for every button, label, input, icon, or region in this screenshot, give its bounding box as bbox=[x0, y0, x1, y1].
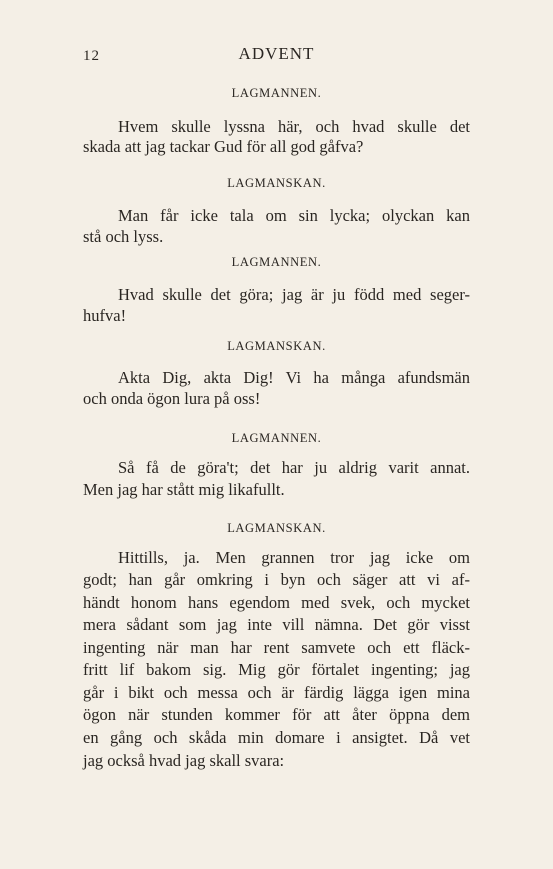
dialogue-line: Hvad skulle det göra; jag är ju född med seger- bbox=[118, 285, 470, 304]
dialogue-line: godt; han går omkring i byn och säger att vi af- bbox=[83, 570, 470, 589]
dialogue-line: mera sådant som jag inte vill nämna. Det gör visst bbox=[83, 615, 470, 634]
dialogue-line: skada att jag tackar Gud för all god gåfva? bbox=[83, 137, 364, 156]
dialogue-line: hufva! bbox=[83, 306, 127, 325]
speaker-name: LAGMANNEN. bbox=[231, 86, 322, 100]
dialogue-line: Men jag har stått mig likafullt. bbox=[83, 480, 285, 499]
running-head: ADVENT bbox=[238, 44, 315, 63]
dialogue-line: händt honom hans egendom med svek, och mycket bbox=[83, 593, 470, 612]
dialogue-line: går i bikt och messa och är färdig lägga igen mina bbox=[83, 683, 470, 702]
dialogue-line: Så få de göra't; det har ju aldrig varit annat. bbox=[118, 458, 470, 477]
dialogue-line: jag också hvad jag skall svara: bbox=[83, 751, 285, 770]
speaker-name: LAGMANSKAN. bbox=[227, 521, 326, 535]
dialogue-line: Hittills, ja. Men grannen tror jag icke om bbox=[118, 548, 470, 567]
dialogue-line: ingenting när man har rent samvete och ett fläck- bbox=[83, 638, 470, 657]
speaker-name: LAGMANSKAN. bbox=[227, 339, 326, 353]
dialogue-line: fritt lif bakom sig. Mig gör förtalet ingenting; jag bbox=[83, 660, 470, 679]
dialogue-line: Hvem skulle lyssna här, och hvad skulle det bbox=[118, 117, 470, 136]
speaker-name: LAGMANNEN. bbox=[231, 431, 322, 445]
page-number: 12 bbox=[83, 48, 100, 64]
dialogue-line: stå och lyss. bbox=[83, 227, 164, 246]
dialogue-line: och onda ögon lura på oss! bbox=[83, 389, 261, 408]
speaker-name: LAGMANSKAN. bbox=[227, 176, 326, 190]
speaker-name: LAGMANNEN. bbox=[231, 255, 322, 269]
dialogue-line: Man får icke tala om sin lycka; olyckan kan bbox=[118, 206, 470, 225]
dialogue-line: en gång och skåda min domare i ansigtet. Då vet bbox=[83, 728, 470, 747]
dialogue-line: Akta Dig, akta Dig! Vi ha många afundsmän bbox=[118, 368, 470, 387]
dialogue-line: ögon när stunden kommer för att åter öppna dem bbox=[83, 705, 470, 724]
